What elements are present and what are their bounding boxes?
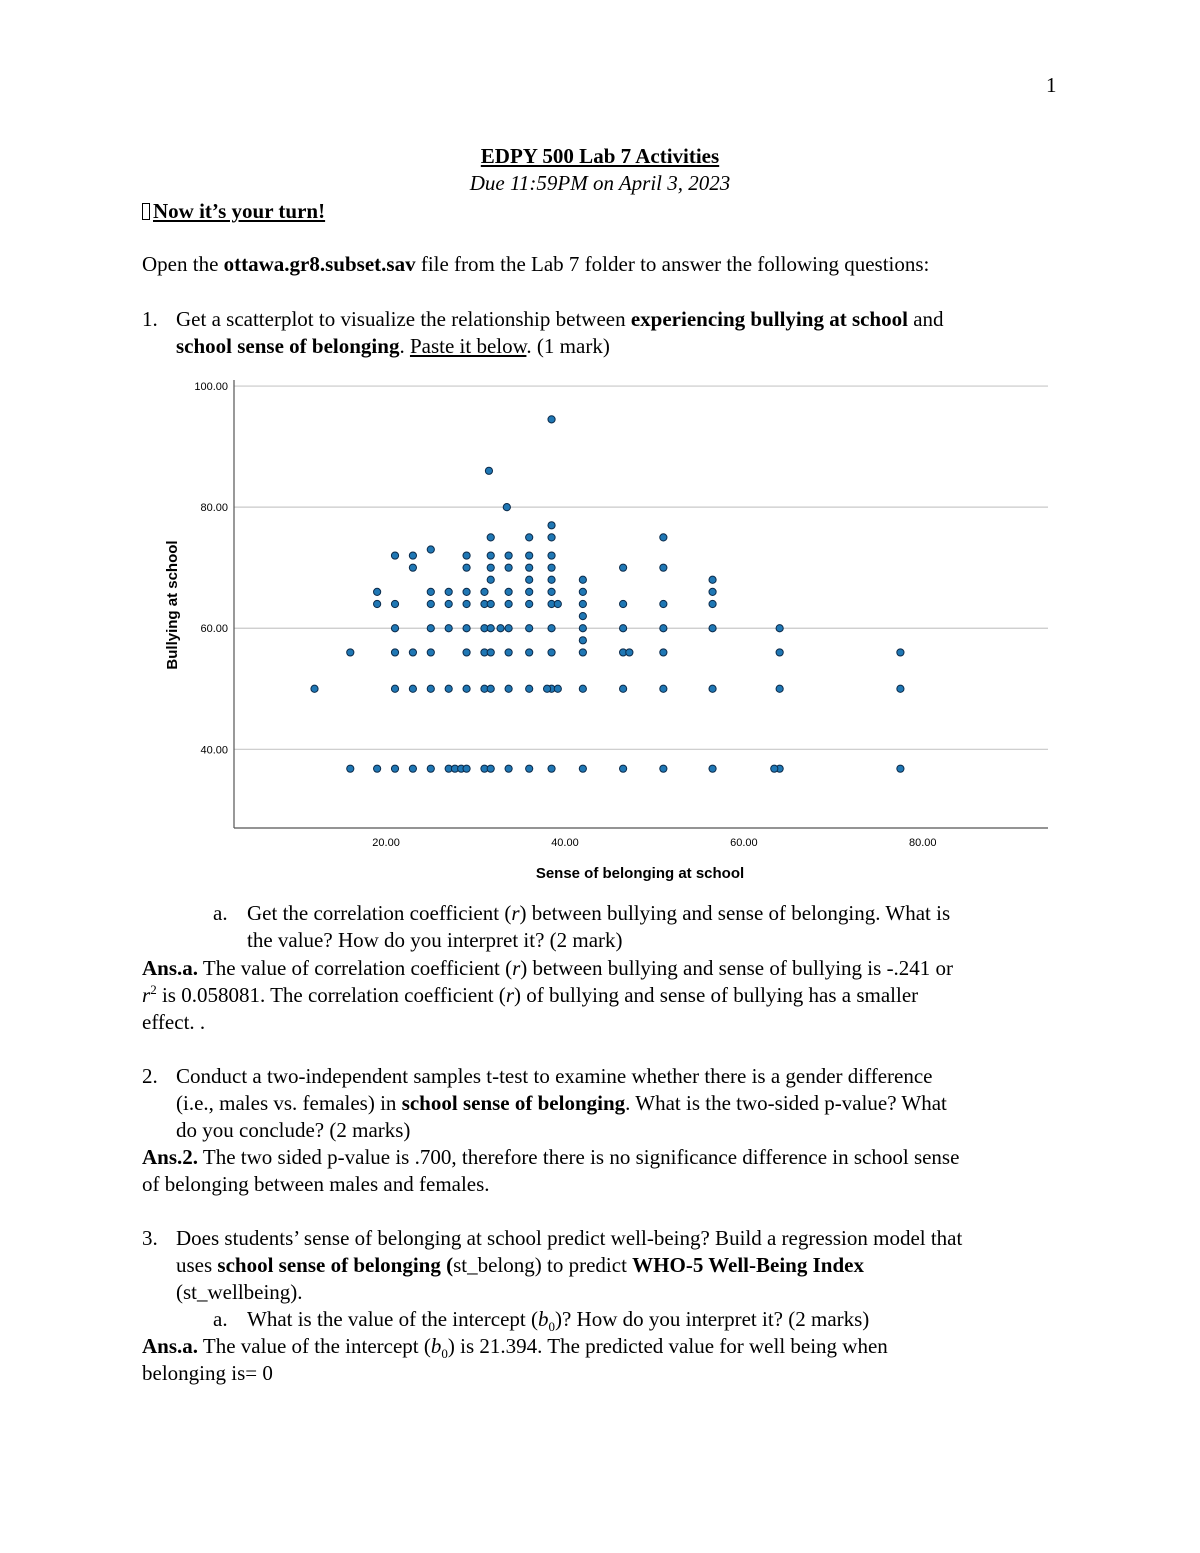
scatter-point xyxy=(897,685,904,692)
q1-ans-pre: The value of correlation coefficient ( xyxy=(198,956,513,980)
page-title: EDPY 500 Lab 7 Activities xyxy=(480,144,720,168)
q3-answer-line1 xyxy=(142,1333,1062,1360)
q2-l2-pre: (i.e., males vs. females) in xyxy=(176,1091,402,1115)
scatter-point xyxy=(487,564,494,571)
q1-ans-l2-post: ) of bullying and sense of bullying has a smaller xyxy=(514,983,919,1007)
scatter-point xyxy=(463,552,470,559)
q1a-post: ) between bullying and sense of belonging. What is xyxy=(519,901,951,925)
q1-answer-line1 xyxy=(142,955,1062,982)
scatter-point xyxy=(497,625,504,632)
q3a-letter: a. xyxy=(213,1307,228,1331)
scatter-point xyxy=(505,600,512,607)
scatter-point xyxy=(709,600,716,607)
q1-l2-underline: Paste it below xyxy=(409,334,527,358)
q1-ans-r: r xyxy=(512,956,521,980)
scatter-point xyxy=(548,534,555,541)
scatter-point xyxy=(771,765,778,772)
scatter-point xyxy=(391,552,398,559)
scatter-point xyxy=(463,685,470,692)
scatter-point xyxy=(487,649,494,656)
scatter-point xyxy=(409,552,416,559)
intro-pre: Open the xyxy=(142,252,224,276)
scatter-point xyxy=(427,625,434,632)
scatter-point xyxy=(660,600,667,607)
q3-ans-pre: The value of the intercept ( xyxy=(198,1334,431,1358)
q2-number: 2. xyxy=(142,1064,158,1088)
scatter-point xyxy=(897,649,904,656)
scatter-point xyxy=(487,765,494,772)
scatter-point xyxy=(391,649,398,656)
scatter-point xyxy=(409,649,416,656)
q3a-b: b xyxy=(537,1307,549,1331)
scatter-point xyxy=(620,600,627,607)
scatter-point xyxy=(579,588,586,595)
q2-answer-line1 xyxy=(142,1144,1062,1171)
turn-heading xyxy=(142,198,325,225)
scatter-point xyxy=(579,576,586,583)
scatter-point xyxy=(347,649,354,656)
q2-answer-line2: of belonging between males and females. xyxy=(142,1172,490,1196)
scatter-point xyxy=(427,765,434,772)
scatter-point xyxy=(505,588,512,595)
q3-ans-post: ) is 21.394. The predicted value for well being when xyxy=(447,1334,888,1358)
q1-line1 xyxy=(176,306,1066,333)
q2-line1: Conduct a two-independent samples t-test to examine whether there is a gender difference xyxy=(176,1064,933,1088)
scatter-point xyxy=(526,576,533,583)
scatter-point xyxy=(487,600,494,607)
scatter-point xyxy=(660,765,667,772)
q1-l1-bold: experiencing bullying at school xyxy=(630,307,908,331)
scatter-point xyxy=(620,765,627,772)
scatter-point xyxy=(391,765,398,772)
q3-line1: Does students’ sense of belonging at school predict well-being? Build a regression model that xyxy=(176,1226,963,1250)
scatter-point xyxy=(548,576,555,583)
scatter-point xyxy=(709,576,716,583)
scatter-point xyxy=(374,588,381,595)
q3-l2-bold2: WHO-5 Well-Being Index xyxy=(632,1253,864,1277)
q1a-pre: Get the correlation coefficient ( xyxy=(247,901,512,925)
q2-line2 xyxy=(176,1090,1066,1117)
q1-answer-line3: effect. . xyxy=(142,1010,206,1034)
q1-ans-l2-r: r xyxy=(505,983,514,1007)
scatter-point xyxy=(487,625,494,632)
scatter-point xyxy=(526,649,533,656)
scatter-point xyxy=(709,625,716,632)
scatter-point xyxy=(409,564,416,571)
scatter-point xyxy=(409,765,416,772)
x-tick-label: 20.00 xyxy=(372,837,400,849)
scatter-point xyxy=(505,685,512,692)
q3-ans-b: b xyxy=(430,1334,442,1358)
y-tick-label: 100.00 xyxy=(194,381,228,394)
scatter-point xyxy=(526,552,533,559)
scatter-point xyxy=(579,649,586,656)
scatter-point xyxy=(548,765,555,772)
scatter-point xyxy=(481,588,488,595)
scatter-point xyxy=(445,588,452,595)
scatter-point xyxy=(579,685,586,692)
scatter-point xyxy=(505,625,512,632)
q1a-r: r xyxy=(511,901,520,925)
chart-ylabel: Bullying at school xyxy=(164,540,181,670)
scatter-point xyxy=(709,588,716,595)
scatter-point xyxy=(347,765,354,772)
q2-ans-label: Ans.2. xyxy=(142,1145,199,1169)
scatter-point xyxy=(660,564,667,571)
q1-l2-post: . (1 mark) xyxy=(526,334,610,358)
q3-l2-mid: st_belong) to predict xyxy=(453,1253,633,1277)
scatter-point xyxy=(776,649,783,656)
scatter-point xyxy=(526,564,533,571)
scatter-point xyxy=(620,625,627,632)
scatter-point xyxy=(463,625,470,632)
scatter-point xyxy=(487,534,494,541)
q1a-letter: a. xyxy=(213,901,228,925)
scatter-point xyxy=(548,588,555,595)
scatter-point xyxy=(505,552,512,559)
scatter-point xyxy=(526,588,533,595)
intro-file: ottawa.gr8.subset.sav xyxy=(223,252,416,276)
q3-line2 xyxy=(176,1252,1066,1279)
scatter-point xyxy=(503,504,510,511)
scatter-point xyxy=(660,649,667,656)
scatter-point xyxy=(463,649,470,656)
scatter-point xyxy=(548,649,555,656)
scatter-point xyxy=(487,685,494,692)
q3a-sub: 0 xyxy=(548,1319,555,1335)
intro-paragraph xyxy=(142,251,1062,278)
q3-answer-line2: belonging is= 0 xyxy=(142,1361,273,1385)
scatter-point xyxy=(579,765,586,772)
scatter-point xyxy=(579,625,586,632)
scatter-point xyxy=(548,625,555,632)
scatter-point xyxy=(548,564,555,571)
scatterplot xyxy=(150,370,1060,890)
x-tick-label: 40.00 xyxy=(551,837,579,849)
turn-heading-text: Now it’s your turn! xyxy=(153,199,326,223)
q2-l2-bold: school sense of belonging xyxy=(401,1091,626,1115)
q1-ans-post: ) between bullying and sense of bullying is -.241 or xyxy=(520,956,954,980)
q2-l2-post: . What is the two-sided p-value? What xyxy=(625,1091,947,1115)
q1a-line2: the value? How do you interpret it? (2 mark) xyxy=(247,928,623,952)
scatter-point xyxy=(505,649,512,656)
scatter-point xyxy=(897,765,904,772)
q3-l2-pre: uses xyxy=(176,1253,218,1277)
q1-ans-r2: r xyxy=(142,983,151,1007)
scatter-point xyxy=(374,765,381,772)
scatter-point xyxy=(463,765,470,772)
q1-answer-line2 xyxy=(142,982,1062,1009)
scatter-point xyxy=(526,600,533,607)
scatter-point xyxy=(427,588,434,595)
scatter-point xyxy=(427,685,434,692)
q1-ans-label: Ans.a. xyxy=(142,956,199,980)
q3-l2-bold1: school sense of belonging ( xyxy=(217,1253,454,1277)
q3-line3: (st_wellbeing). xyxy=(176,1280,303,1304)
scatter-point xyxy=(620,564,627,571)
q2-ans-l1: The two sided p-value is .700, therefore there is no significance difference in school sense xyxy=(198,1145,960,1169)
scatter-point xyxy=(445,685,452,692)
scatter-point xyxy=(626,649,633,656)
q3a-post: )? How do you interpret it? (2 marks) xyxy=(554,1307,870,1331)
scatter-point xyxy=(548,522,555,529)
scatter-point xyxy=(526,765,533,772)
scatter-point xyxy=(427,546,434,553)
y-tick-label: 60.00 xyxy=(200,623,228,636)
q3-ans-label: Ans.a. xyxy=(142,1334,199,1358)
scatter-point xyxy=(776,685,783,692)
scatter-point xyxy=(391,600,398,607)
scatter-point xyxy=(485,467,492,474)
scatter-point xyxy=(427,649,434,656)
q1-l2-mid: . xyxy=(399,334,410,358)
scatter-point xyxy=(487,552,494,559)
checkbox-glyph-icon xyxy=(142,203,150,220)
q1-ans-sup: 2 xyxy=(150,982,157,997)
q1-line2 xyxy=(176,333,1066,360)
scatter-point xyxy=(391,685,398,692)
scatter-point xyxy=(554,600,561,607)
x-tick-label: 80.00 xyxy=(909,837,937,849)
q1-ans-l2-pre: is 0.058081. The correlation coefficient ( xyxy=(156,983,506,1007)
scatter-point xyxy=(579,637,586,644)
q1-number: 1. xyxy=(142,307,158,331)
scatter-point xyxy=(579,600,586,607)
scatter-point xyxy=(709,765,716,772)
scatter-point xyxy=(487,576,494,583)
scatter-point xyxy=(709,685,716,692)
scatter-point xyxy=(660,625,667,632)
scatter-point xyxy=(776,625,783,632)
scatter-point xyxy=(554,685,561,692)
q1-l2-bold: school sense of belonging xyxy=(176,334,400,358)
y-tick-label: 80.00 xyxy=(200,502,228,515)
q1-l1-post: and xyxy=(907,307,944,331)
scatter-point xyxy=(526,534,533,541)
chart-xlabel: Sense of belonging at school xyxy=(535,865,745,882)
scatter-point xyxy=(526,685,533,692)
q3-ans-sub: 0 xyxy=(441,1346,448,1362)
scatter-point xyxy=(463,564,470,571)
scatter-point xyxy=(409,685,416,692)
scatter-point xyxy=(427,600,434,607)
q3a-pre: What is the value of the intercept ( xyxy=(247,1307,538,1331)
scatter-point xyxy=(311,685,318,692)
scatter-point xyxy=(463,600,470,607)
scatter-point xyxy=(660,534,667,541)
scatter-point xyxy=(391,625,398,632)
scatter-point xyxy=(620,685,627,692)
q1-l1-pre: Get a scatterplot to visualize the relationship between xyxy=(176,307,631,331)
intro-post: file from the Lab 7 folder to answer the following questions: xyxy=(415,252,930,276)
scatter-point xyxy=(543,685,550,692)
x-tick-label: 60.00 xyxy=(730,837,758,849)
scatter-point xyxy=(548,416,555,423)
page-number: 1 xyxy=(1046,73,1057,97)
due-date: Due 11:59PM on April 3, 2023 xyxy=(469,171,731,195)
scatter-point xyxy=(505,765,512,772)
scatter-point xyxy=(445,600,452,607)
scatter-point xyxy=(505,564,512,571)
q3a-line xyxy=(247,1306,1067,1333)
scatter-point xyxy=(579,613,586,620)
scatter-point xyxy=(526,625,533,632)
q3-number: 3. xyxy=(142,1226,158,1250)
scatter-point xyxy=(374,600,381,607)
scatter-point xyxy=(463,588,470,595)
q1a-line1 xyxy=(247,900,1067,927)
scatter-point xyxy=(660,685,667,692)
y-tick-label: 40.00 xyxy=(200,744,228,757)
scatter-point xyxy=(445,625,452,632)
q2-line3: do you conclude? (2 marks) xyxy=(176,1118,411,1142)
scatter-point xyxy=(548,552,555,559)
